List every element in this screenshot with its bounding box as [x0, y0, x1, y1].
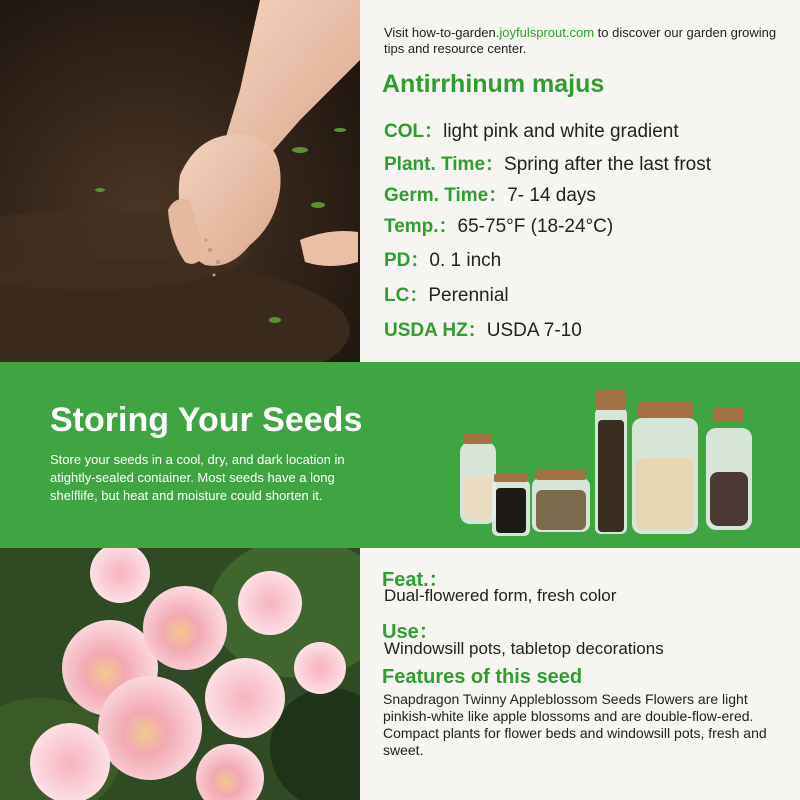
visit-suffix: to discover our garden growing tips and resource center.	[384, 25, 777, 56]
bottom-section	[0, 548, 800, 800]
spec-usda-zone	[384, 315, 582, 342]
spec-temperature-value: 65-75°F (18-24°C)	[457, 216, 614, 237]
pink-snapdragon-flowers-photo	[0, 548, 360, 800]
spec-color-label: COL：	[384, 121, 444, 142]
spec-temperature-label: Temp.：	[384, 216, 458, 237]
spec-germination-time-label: Germ. Time：	[384, 185, 508, 206]
website-link[interactable]: joyfulsprout.com	[499, 25, 595, 40]
spec-life-cycle-label: LC：	[384, 285, 429, 306]
spec-color-value: light pink and white gradient	[443, 121, 679, 142]
spec-life-cycle	[384, 280, 509, 307]
seed-features-heading: Features of this seed	[382, 666, 583, 688]
spec-temperature	[384, 211, 613, 238]
spec-usda-zone-label: USDA HZ：	[384, 320, 487, 341]
spec-plant-time	[384, 149, 711, 176]
spec-germination-time-value: 7- 14 days	[507, 185, 596, 206]
spec-life-cycle-value: Perennial	[428, 285, 509, 306]
visit-prefix: Visit how-to-garden.	[384, 25, 500, 40]
feat-label: Feat.：	[382, 569, 449, 591]
storing-seeds-text: Store your seeds in a cool, dry, and dark location in atightly-sealed container. Most seeds have a long shelflife, but heat and moisture could shorten it.	[50, 452, 345, 503]
spec-planting-depth-label: PD：	[384, 250, 430, 271]
use-label: Use：	[382, 621, 439, 643]
plant-scientific-name: Antirrhinum majus	[382, 70, 605, 98]
plant-info-panel	[360, 0, 800, 362]
top-section	[0, 0, 800, 362]
use-value: Windowsill pots, tabletop decorations	[384, 639, 664, 658]
features-panel	[360, 548, 800, 800]
hand-sowing-seeds-photo	[0, 0, 360, 362]
seed-jars-photo	[450, 380, 770, 540]
spec-plant-time-label: Plant. Time：	[384, 154, 505, 175]
storing-seeds-band	[0, 362, 800, 548]
spec-usda-zone-value: USDA 7-10	[486, 320, 582, 341]
spec-plant-time-value: Spring after the last frost	[504, 154, 712, 175]
spec-color	[384, 116, 679, 143]
jar-icon	[460, 434, 496, 524]
seed-features-text: Snapdragon Twinny Appleblossom Seeds Flowers are light pinkish-white like apple blossoms and are double-flow-ered. Compact plants for flower beds and windowsill pots, fresh and sweet.	[383, 691, 767, 758]
spec-planting-depth	[384, 245, 501, 272]
spec-planting-depth-value: 0. 1 inch	[429, 250, 502, 271]
visit-website-note	[384, 25, 784, 57]
spec-germination-time	[384, 180, 596, 207]
feat-value: Dual-flowered form, fresh color	[384, 586, 617, 605]
storing-seeds-title: Storing Your Seeds	[50, 401, 363, 439]
